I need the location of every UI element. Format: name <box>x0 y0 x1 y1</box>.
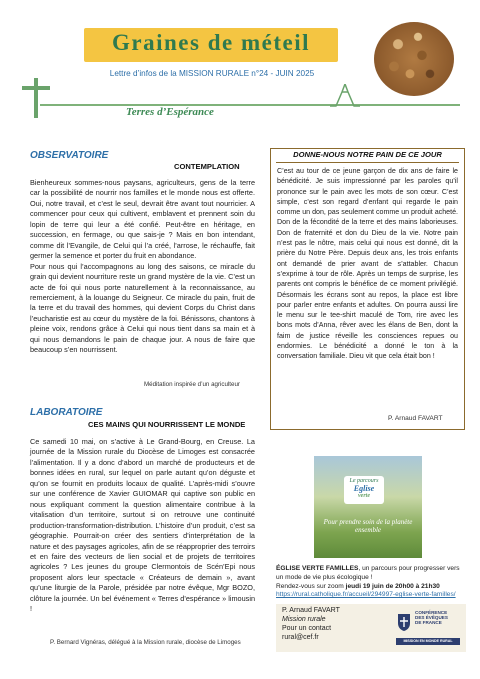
grain-photo <box>374 22 454 96</box>
heading-contemplation: CONTEMPLATION <box>174 162 240 171</box>
observatoire-body: Bienheureux sommes-nous paysans, agriculteurs, gens de la terre car la possibilité de nourrir nos familles et le monde nous est offerte. Oui, notre travail, et c’est le seul, devrait être avant tout nourricier. A commencer pour ceux qui cultivent, emblavent et prennent soin du lopin de terre qui leur a été confié. Peut-être en héritage, en succession, en fermage, ou que sais-je ? Mais en bon intendant, comme dit l’Evangile, de Celui qui l’a créé, l’arrose, le réchauffe, fait germer la semence et porter du fruit en abondance. Pour nous qui l’accompagnons au long des saisons, ce miracle du grain qui devient nourriture reste un grand mystère de la vie. C’est un acte de foi qui nous porte naturellement à la reconnaissance, au remerciement, à la louange du Seigneur. Ce miracle du pain, fruit de la terre et du travail des hommes, qui devient Corps du Christ dans l’eucharistie est au cœur du mystère de la foi. Bénissons, chantons à pleine voix, rendons grâce à Celui qui nous tient dans sa main et à qui nous demandons le pain de chaque jour. A nous de faire que beaucoup s’en nourrissent. <box>30 178 255 355</box>
banner-title-1: Le parcours <box>349 478 379 484</box>
tagline: Terres d’Espérance <box>126 106 214 118</box>
cef-mission-bar: MISSION EN MONDE RURAL <box>396 638 460 645</box>
contact-role: Mission rurale <box>282 616 326 623</box>
contact-email[interactable]: rural@cef.fr <box>282 634 319 641</box>
eglise-verte-lead: ÉGLISE VERTE FAMILLES <box>276 565 359 572</box>
cef-logo <box>396 608 460 648</box>
newsletter-title: Graines de méteil <box>112 30 310 55</box>
eglise-verte-logo <box>344 476 384 504</box>
eglise-verte-lead-rest: , un parcours pour progresser vers un mode de vie plus écologique ! <box>276 565 460 581</box>
eglise-verte-link[interactable]: https://rural.catholique.fr/accueil/294997-eglise-verte-familles/ <box>276 591 456 599</box>
prayer-box-title: DONNE-NOUS NOTRE PAIN DE CE JOUR <box>293 150 442 159</box>
cef-line-3: DE FRANCE <box>415 620 442 626</box>
prayer-box-divider <box>276 162 459 163</box>
cross-icon-bar <box>22 86 50 90</box>
prayer-box-body: C’est au tour de ce jeune garçon de dix ans de faire le bénédicité. Je suis impressionné par les paroles qu’il prononce sur le pain avec les mots de son cœur. C’est simple, c’est son regard d’enfant qui regarde le pain comme un don, pas seulement comme un produit acheté. Don de la fécondité de la terre et des mains laborieuses. Don de fraternité et don du Dieu de la vie. Notre pain n’est pas le nôtre, mais celui qui nous est donné, dit la prière du Notre Père. Depuis deux ans, les trois enfants ont demandé de prier avant de s’attabler. Chacun s’exprime à tour de rôle. Après un temps de surprise, les parents ont compris le bénéfice de ce moment privilégié. Désormais les écrans sont au repos, la place est libre pour parler entre enfants et adultes. On pourra aussi lire le menu sur le tee-shirt maculé de Tom, rire avec les bons mots d’Anna, rêver avec les élans de Ben, dont la faim de justice réveille les consciences repues ou endormies. Le bénédicité a donné le ton à la conversation familiale. Dieu vit que cela était bon ! <box>277 167 458 361</box>
header-divider <box>40 104 460 106</box>
eglise-verte-text <box>276 565 464 600</box>
banner-title-3: verte <box>358 493 370 499</box>
eglise-verte-banner <box>314 456 422 558</box>
newsletter-subtitle: Lettre d’infos de la MISSION RURALE n°24 - JUIN 2025 <box>109 69 315 78</box>
contact-details <box>282 606 340 642</box>
section-laboratoire: LABORATOIRE <box>30 407 103 418</box>
laboratoire-signature: P. Bernard Vignéras, délégué à la Mission rurale, diocèse de Limoges <box>50 639 241 646</box>
observatoire-signature: Méditation inspirée d’un agriculteur <box>144 381 240 388</box>
contact-cta: Pour un contact <box>282 625 332 632</box>
prayer-box-signature: P. Arnaud FAVART <box>388 415 443 422</box>
cef-line-1: CONFÉRENCE <box>415 610 448 615</box>
cef-line-2: DES ÉVÊQUES <box>415 615 448 621</box>
meeting-date: jeudi 19 juin de 20h00 à 21h30 <box>345 582 440 590</box>
meeting-prefix: Rendez-vous sur zoom <box>276 582 346 590</box>
section-observatoire: OBSERVATOIRE <box>30 150 109 161</box>
contact-name: P. Arnaud FAVART <box>282 607 340 614</box>
banner-title-2: Eglise <box>353 484 375 493</box>
heading-mains: CES MAINS QUI NOURRISSENT LE MONDE <box>88 420 246 429</box>
cef-name <box>415 610 448 626</box>
banner-caption: Pour prendre soin de la planète ensemble <box>323 518 413 534</box>
church-steeple-icon <box>330 84 360 110</box>
cef-crest-icon <box>396 612 412 632</box>
laboratoire-body: Ce samedi 10 mai, on s’active à Le Grand-Bourg, en Creuse. La journée de la Mission rurale du Diocèse de Limoges est consacrée l’alimentation. Il y a donc d’abord un marché de producteurs et de bonnes idées en rural, sur lequel on parle autant qu’on déguste et qu’on se fournit en produits locaux de qualité. L’après-midi s’ouvre sur une conférence de Xavier GUIOMAR qui captive son public en nous expliquant comment la question alimentaire contribue à la vitalisation d’un territoire, surtout si on retrouve une continuité production-transformation-distribution. L’histoire d’un produit, c’est sa géographie. Pourrait-on créer des sentiers d’interprétation de la nature et des paysages agricoles, afin de se réapproprier des terroirs et en faire des vecteurs de lien social et de projets de territoires agricoles ? Les jeunes du groupe Clermontois de Scén’Epi nous proposent alors leur spectacle « Créateurs de demain », avant qu’une liturgie de la Parole, présidée par notre évêque, Mgr BOZO, clôture la journée. Un bel événement « Terres d’espérance » limousin ! <box>30 437 255 614</box>
cross-icon <box>34 78 38 118</box>
